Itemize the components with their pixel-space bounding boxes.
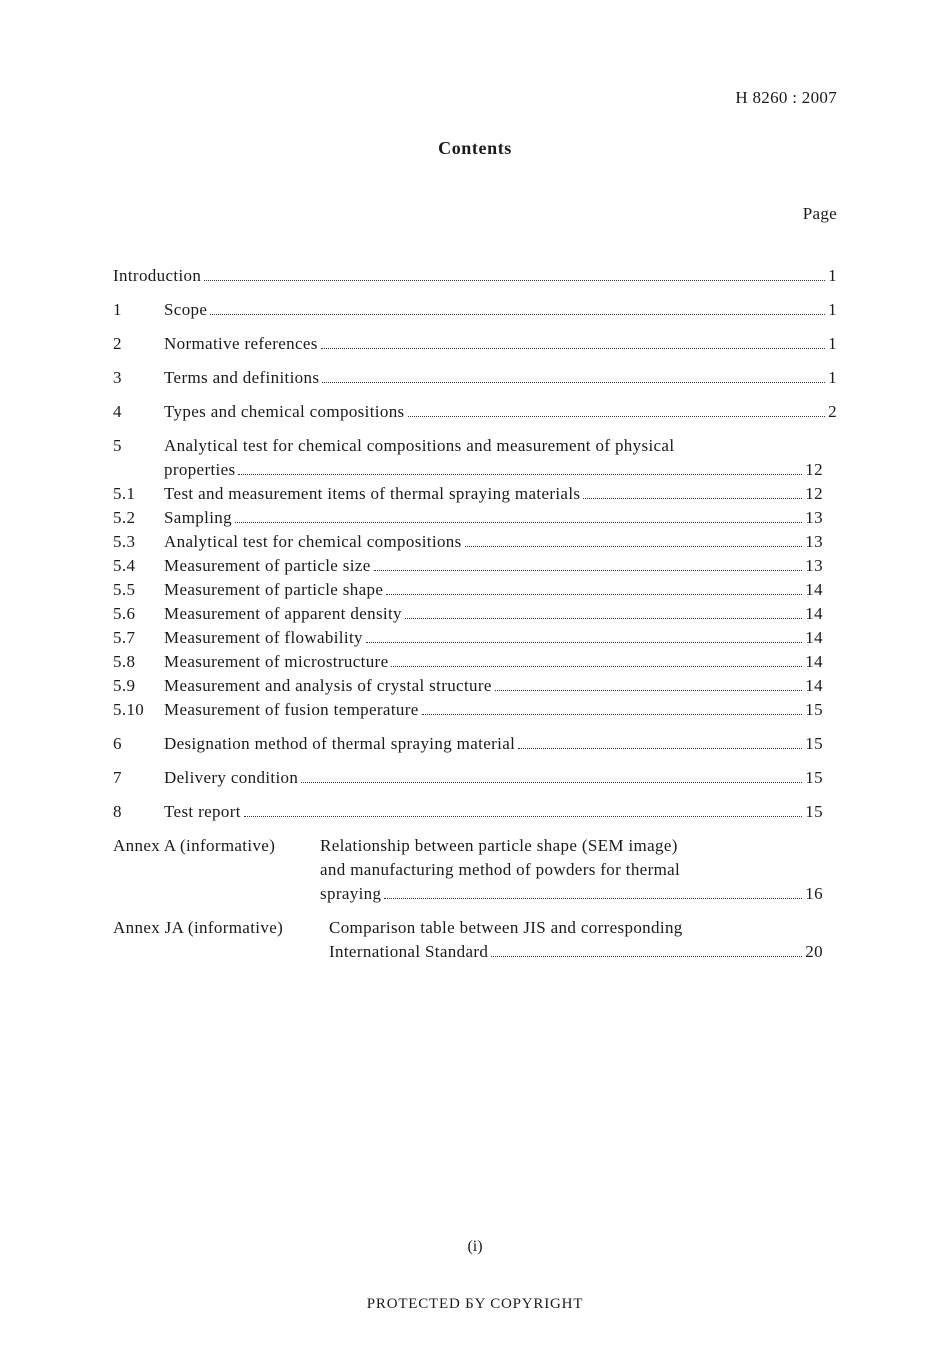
leader-dots [204, 280, 825, 281]
toc-entry-number: 8 [113, 802, 122, 821]
toc-entry-page: 13 [805, 508, 823, 527]
toc-entry-5[interactable] [113, 434, 837, 482]
leader-dots [422, 714, 803, 715]
toc-entry-title[interactable]: Relationship between particle shape (SEM image) [320, 836, 678, 855]
toc-entry-page: 16 [805, 884, 823, 903]
leader-dots [321, 348, 825, 349]
toc-entry-5-3[interactable] [113, 530, 837, 554]
toc-entry-4[interactable] [113, 400, 837, 424]
toc-entry-page: 1 [828, 368, 837, 387]
toc-entry-page: 14 [805, 676, 823, 695]
toc-entry-5-2[interactable] [113, 506, 837, 530]
toc-entry-3[interactable] [113, 366, 837, 390]
copyright-notice: PROTECTED БY COPYRIGHT [366, 1296, 584, 1312]
toc-entry-number: 5.2 [113, 508, 136, 527]
toc-entry-title-continued[interactable]: spraying [320, 884, 382, 903]
toc-entry-annex-ja[interactable] [113, 916, 837, 964]
leader-dots [386, 594, 802, 595]
toc-entry-title[interactable]: Designation method of thermal spraying material [164, 734, 516, 753]
toc-entry-5-10[interactable] [113, 698, 837, 722]
toc-entry-number: 3 [113, 368, 122, 387]
toc-entry-title[interactable]: Measurement of microstructure [164, 652, 389, 671]
toc-entry-page: 1 [828, 266, 837, 285]
toc-entry-title[interactable]: Test and measurement items of thermal spraying materials [164, 484, 581, 503]
leader-dots [384, 898, 802, 899]
document-id: H 8260 : 2007 [735, 88, 837, 107]
toc-entry-title[interactable]: Types and chemical compositions [164, 402, 405, 421]
table-of-contents [113, 264, 837, 964]
toc-entry-5-5[interactable] [113, 578, 837, 602]
toc-entry-page: 15 [805, 734, 823, 753]
toc-entry-title[interactable]: Measurement of particle size [164, 556, 371, 575]
toc-entry-5-7[interactable] [113, 626, 837, 650]
toc-entry-number: 5.3 [113, 532, 136, 551]
toc-entry-number: 1 [113, 300, 122, 319]
toc-entry-title[interactable]: Measurement of fusion temperature [164, 700, 419, 719]
toc-entry-number: 5.1 [113, 484, 136, 503]
leader-dots [465, 546, 803, 547]
toc-entry-title[interactable]: Measurement and analysis of crystal structure [164, 676, 492, 695]
toc-entry-page: 15 [805, 700, 823, 719]
toc-entry-title[interactable]: Terms and definitions [164, 368, 320, 387]
leader-dots [301, 782, 802, 783]
toc-entry-title[interactable]: Analytical test for chemical compositions [164, 532, 462, 551]
toc-entry-number: 5.4 [113, 556, 136, 575]
toc-entry-page: 15 [805, 802, 823, 821]
toc-entry-title-continued[interactable]: and manufacturing method of powders for thermal [320, 860, 681, 879]
toc-entry-number: 7 [113, 768, 122, 787]
toc-entry-5-1[interactable] [113, 482, 837, 506]
toc-entry-page: 1 [828, 334, 837, 353]
toc-entry-number: 5.9 [113, 676, 136, 695]
toc-entry-title[interactable]: Analytical test for chemical compositions and measurement of physical [164, 436, 675, 455]
toc-entry-number: 5.6 [113, 604, 136, 623]
toc-entry-title[interactable]: Sampling [164, 508, 232, 527]
toc-entry-title[interactable]: Normative references [164, 334, 318, 353]
toc-entry-number: 5.5 [113, 580, 136, 599]
toc-entry-page: 12 [805, 484, 823, 503]
toc-entry-7[interactable] [113, 766, 837, 790]
leader-dots [583, 498, 802, 499]
leader-dots [491, 956, 802, 957]
toc-entry-title[interactable]: Measurement of apparent density [164, 604, 402, 623]
toc-entry-title-continued[interactable]: International Standard [329, 942, 489, 961]
annex-label: Annex JA (informative) [113, 918, 284, 937]
leader-dots [244, 816, 803, 817]
toc-entry-introduction[interactable] [113, 264, 837, 288]
leader-dots [235, 522, 802, 523]
toc-entry-title[interactable]: Measurement of flowability [164, 628, 363, 647]
toc-entry-number: 5 [113, 436, 122, 455]
page-title: Contents [438, 138, 512, 158]
leader-dots [366, 642, 802, 643]
toc-entry-page: 14 [805, 652, 823, 671]
toc-entry-number: 5.10 [113, 700, 145, 719]
toc-entry-page: 20 [805, 942, 823, 961]
toc-entry-title[interactable]: Comparison table between JIS and corresponding [329, 918, 683, 937]
leader-dots [495, 690, 803, 691]
page-column-header: Page [802, 204, 837, 223]
toc-entry-page: 13 [805, 556, 823, 575]
leader-dots [374, 570, 803, 571]
toc-entry-title[interactable]: Introduction [113, 266, 202, 285]
toc-entry-5-8[interactable] [113, 650, 837, 674]
toc-entry-page: 14 [805, 628, 823, 647]
toc-entry-page: 14 [805, 604, 823, 623]
toc-entry-number: 2 [113, 334, 122, 353]
toc-entry-6[interactable] [113, 732, 837, 756]
toc-entry-page: 13 [805, 532, 823, 551]
leader-dots [210, 314, 825, 315]
toc-entry-title[interactable]: Measurement of particle shape [164, 580, 384, 599]
toc-entry-number: 5.7 [113, 628, 136, 647]
toc-entry-8[interactable] [113, 800, 837, 824]
toc-entry-title[interactable]: Delivery condition [164, 768, 299, 787]
toc-entry-page: 1 [828, 300, 837, 319]
toc-entry-page: 12 [805, 460, 823, 479]
toc-entry-annex-a[interactable] [113, 834, 837, 906]
toc-entry-title-continued[interactable]: properties [164, 460, 236, 479]
toc-entry-page: 15 [805, 768, 823, 787]
leader-dots [408, 416, 826, 417]
leader-dots [518, 748, 802, 749]
toc-entry-page: 14 [805, 580, 823, 599]
toc-entry-title[interactable]: Scope [164, 300, 208, 319]
toc-entry-2[interactable] [113, 332, 837, 356]
toc-entry-1[interactable] [113, 298, 837, 322]
toc-entry-number: 5.8 [113, 652, 136, 671]
leader-dots [238, 474, 802, 475]
toc-entry-page: 2 [828, 402, 837, 421]
toc-entry-5-4[interactable] [113, 554, 837, 578]
toc-entry-title[interactable]: Test report [164, 802, 241, 821]
toc-entry-number: 6 [113, 734, 122, 753]
toc-entry-5-9[interactable] [113, 674, 837, 698]
annex-label: Annex A (informative) [113, 836, 276, 855]
toc-entry-number: 4 [113, 402, 122, 421]
toc-entry-5-6[interactable] [113, 602, 837, 626]
leader-dots [405, 618, 802, 619]
leader-dots [391, 666, 802, 667]
footer-page-number: (i) [467, 1238, 483, 1255]
leader-dots [322, 382, 825, 383]
